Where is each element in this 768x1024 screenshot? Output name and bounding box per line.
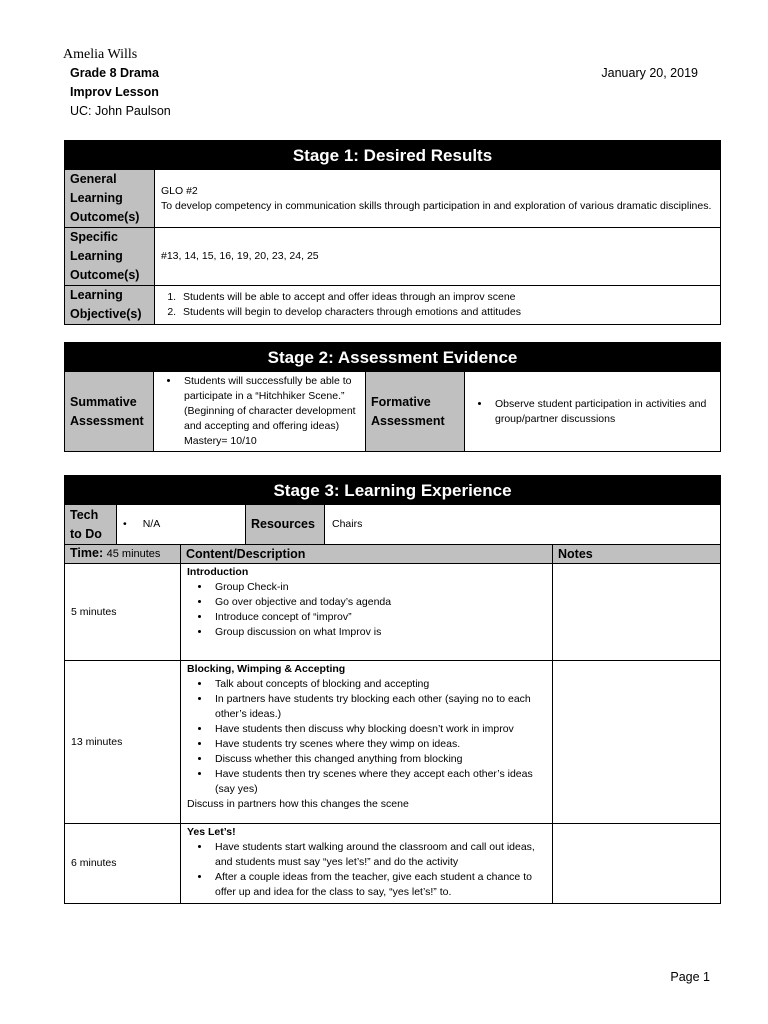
list-item: • Have students then discuss why blocking doesn’t work in improv xyxy=(211,722,546,737)
glo-cell xyxy=(155,170,721,228)
resources-label: Resources xyxy=(246,505,325,544)
list-item: • After a couple ideas from the teacher, give each student a chance to offer up and idea for the class to say, “yes let’s!” to. xyxy=(211,870,546,900)
list-item: • In partners have students try blocking each other (saying no to each other’s ideas.) xyxy=(211,692,546,722)
notes-header: Notes xyxy=(553,545,721,564)
row-list xyxy=(187,840,546,900)
slo-label: Specific Learning Outcome(s) xyxy=(65,228,155,286)
formative-cell xyxy=(465,372,721,452)
stage3-title: Stage 3: Learning Experience xyxy=(65,476,721,505)
summative-list xyxy=(156,374,359,449)
row-list xyxy=(187,580,546,640)
list-item: • Discuss whether this changed anything from blocking xyxy=(211,752,546,767)
time-total: 45 minutes xyxy=(106,548,161,560)
list-item: • Introduce concept of “improv” xyxy=(211,610,546,625)
row-time: 5 minutes xyxy=(65,564,181,661)
bullet-icon: • xyxy=(123,518,127,530)
glo-text: To develop competency in communication skills through participation in and exploration of various dramatic disciplines. xyxy=(161,199,712,212)
formative-label: Formative Assessment xyxy=(366,372,465,452)
list-item: • Group discussion on what Improv is xyxy=(211,625,546,640)
stage1-title: Stage 1: Desired Results xyxy=(65,141,721,170)
summative-label: Summative Assessment xyxy=(65,372,154,452)
stage2-title: Stage 2: Assessment Evidence xyxy=(65,343,721,372)
glo-code: GLO #2 xyxy=(161,184,198,197)
objective-item: 1. Students will be able to accept and offer ideas through an improv scene xyxy=(179,290,714,305)
summative-item: • Students will successfully be able to participate in a “Hitchhiker Scene.” (Beginning of character development and accepting and offering ideas) Mastery= 10/10 xyxy=(180,374,359,449)
formative-list xyxy=(467,397,714,427)
time-header xyxy=(65,545,181,564)
time-label: Time: xyxy=(70,546,104,560)
row-notes xyxy=(553,824,721,904)
objectives-list xyxy=(161,290,714,320)
resources-value: Chairs xyxy=(332,518,363,530)
lesson-title: Improv Lesson xyxy=(70,85,159,99)
row-time: 13 minutes xyxy=(65,661,181,824)
page-number: Page 1 xyxy=(670,970,710,984)
row-heading: Blocking, Wimping & Accepting xyxy=(187,663,346,675)
row-content xyxy=(181,661,553,824)
slo-text: #13, 14, 15, 16, 19, 20, 23, 24, 25 xyxy=(155,228,721,286)
author-name: Amelia Wills xyxy=(63,47,138,62)
tech-label: Tech to Do xyxy=(65,505,117,544)
list-item: • Have students start walking around the classroom and call out ideas, and students must say “yes let’s!” and do the activity xyxy=(211,840,546,870)
row-heading: Yes Let’s! xyxy=(187,826,236,838)
tech-resources-row xyxy=(65,505,721,545)
tech-item: N/A xyxy=(142,518,161,530)
content-header: Content/Description xyxy=(181,545,553,564)
row-notes xyxy=(553,564,721,661)
objectives-cell xyxy=(155,286,721,325)
objective-item: 2. Students will begin to develop characters through emotions and attitudes xyxy=(179,305,714,320)
row-content xyxy=(181,824,553,904)
uc-name: UC: John Paulson xyxy=(70,104,171,118)
lesson-date: January 20, 2019 xyxy=(601,66,698,80)
tech-cell xyxy=(117,505,246,544)
summative-cell xyxy=(154,372,366,452)
stage3-table xyxy=(64,475,721,904)
list-item: • Group Check-in xyxy=(211,580,546,595)
row-footer: Discuss in partners how this changes the scene xyxy=(187,798,409,810)
list-item: • Go over objective and today’s agenda xyxy=(211,595,546,610)
row-list xyxy=(187,677,546,797)
lo-label: Learning Objective(s) xyxy=(65,286,155,325)
stage1-table xyxy=(64,140,721,325)
stage2-table xyxy=(64,342,721,452)
list-item: • Talk about concepts of blocking and accepting xyxy=(211,677,546,692)
course-title: Grade 8 Drama xyxy=(70,66,159,80)
glo-label: General Learning Outcome(s) xyxy=(65,170,155,228)
row-content xyxy=(181,564,553,661)
list-item: • Have students try scenes where they wimp on ideas. xyxy=(211,737,546,752)
row-notes xyxy=(553,661,721,824)
formative-item: • Observe student participation in activities and group/partner discussions xyxy=(491,397,714,427)
row-time: 6 minutes xyxy=(65,824,181,904)
list-item: • Have students then try scenes where they accept each other’s ideas (say yes) xyxy=(211,767,546,797)
row-heading: Introduction xyxy=(187,566,249,578)
